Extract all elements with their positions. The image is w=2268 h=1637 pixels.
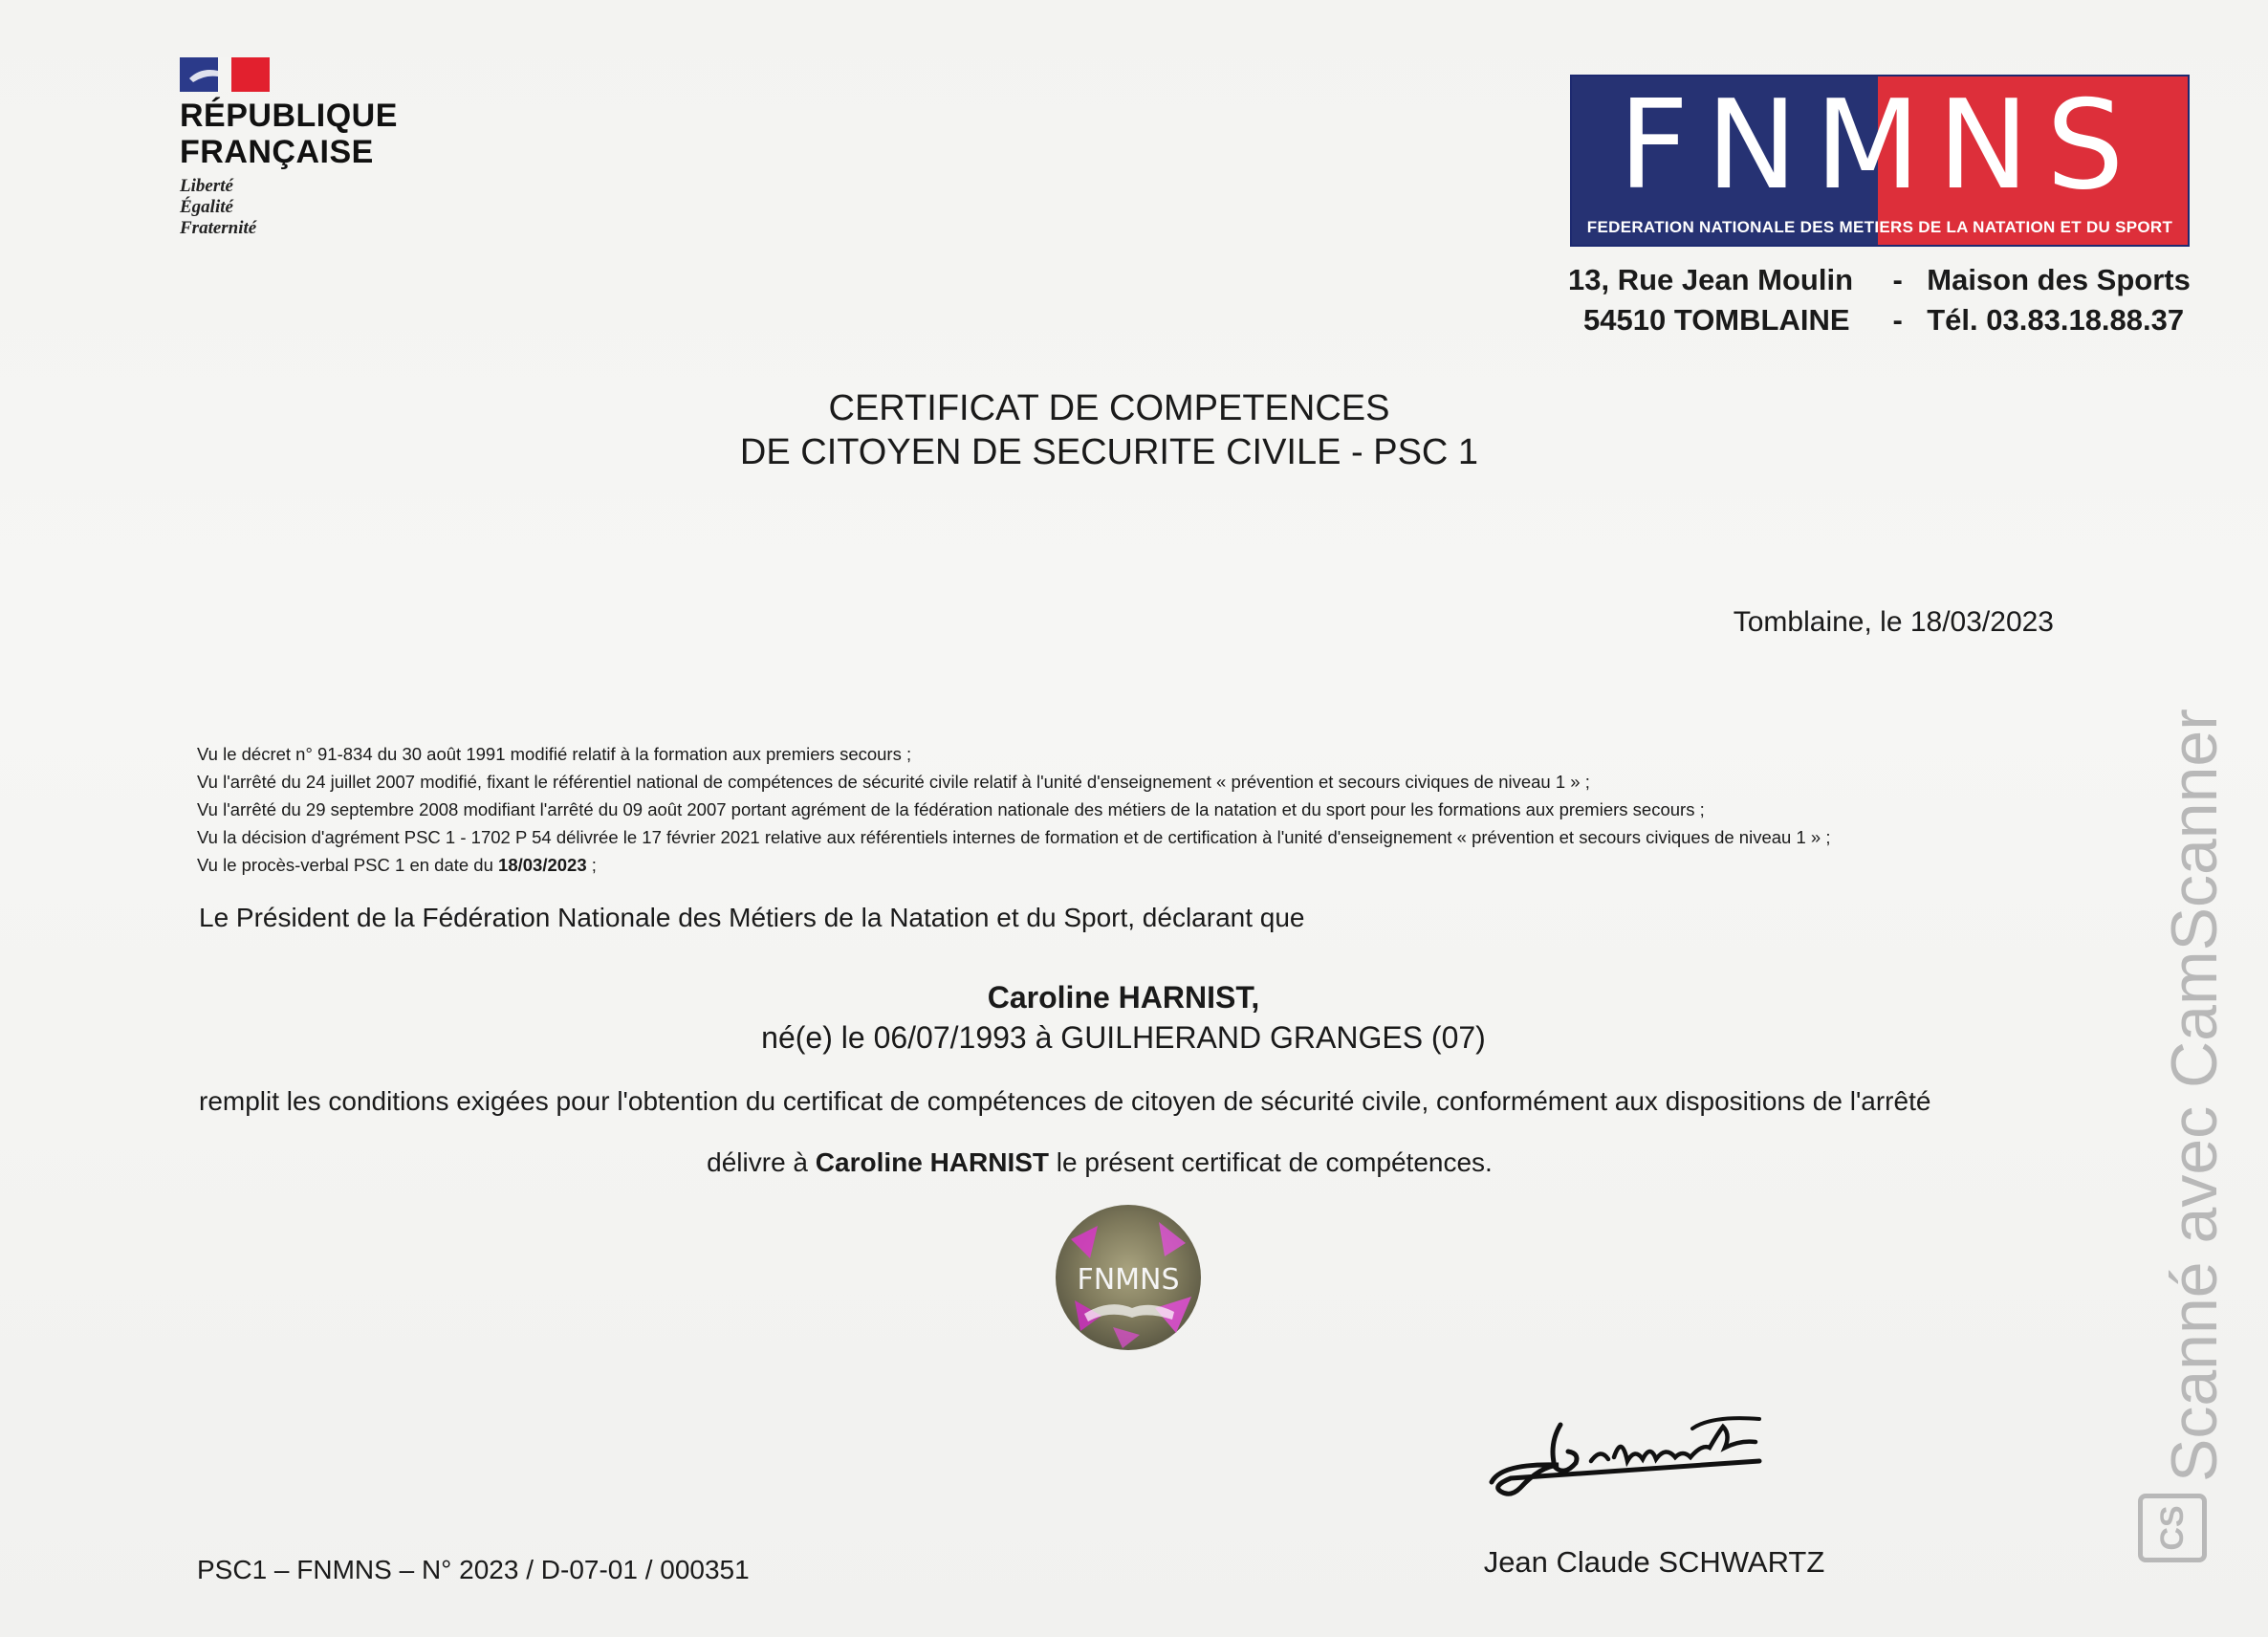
motto-egalite: Égalité <box>180 197 233 217</box>
address-building: Maison des Sports <box>1927 263 2191 296</box>
republique-francaise-logo <box>180 57 428 239</box>
fnmns-logo <box>1570 75 2190 247</box>
delivers-prefix: délivre à <box>707 1147 816 1177</box>
delivers-name: Caroline HARNIST <box>815 1147 1050 1177</box>
legal-line-pv <box>197 851 2071 879</box>
legal-line: Vu l'arrêté du 29 septembre 2008 modifiant l'arrêté du 09 août 2007 portant agrément de la fédération nationale des métiers de la natation et du sport pour les formations aux premiers secours ; <box>197 799 1705 819</box>
fnmns-address <box>1568 260 2190 340</box>
address-phone: Tél. 03.83.18.88.37 <box>1927 303 2185 337</box>
motto-fraternite: Fraternité <box>180 218 257 238</box>
certificate-title <box>669 386 1549 474</box>
french-flag-icon <box>180 57 270 92</box>
title-line2: DE CITOYEN DE SECURITE CIVILE - PSC 1 <box>739 432 1479 472</box>
scanner-watermark <box>2130 709 2235 1520</box>
motto-liberte: Liberté <box>180 176 233 196</box>
legal-line: Vu le décret n° 91-834 du 30 août 1991 modifié relatif à la formation aux premiers secours ; <box>197 744 912 764</box>
fnmns-logo-text: FNMNS <box>1618 75 2142 217</box>
address-street: 13, Rue Jean Moulin <box>1568 263 1854 296</box>
place-date: Tomblaine, le 18/03/2023 <box>1733 606 2054 638</box>
legal-line: Vu l'arrêté du 24 juillet 2007 modifié, fixant le référentiel national de compétences de sécurité civile relatif à l'unité d'enseignement « prévention et secours civiques de niveau 1 » ; <box>197 772 1590 792</box>
certificate-reference: PSC1 – FNMNS – N° 2023 / D-07-01 / 000351 <box>197 1555 750 1584</box>
certificate-holder <box>574 977 1673 1058</box>
fnmns-logo-subtitle: FEDERATION NATIONALE DES METIERS DE LA NATATION ET DU SPORT <box>1586 218 2173 236</box>
delivers-suffix: le présent certificat de compétences. <box>1049 1147 1493 1177</box>
title-line1: CERTIFICAT DE COMPETENCES <box>828 388 1390 428</box>
holder-birth: né(e) le 06/07/1993 à GUILHERAND GRANGES (07) <box>761 1020 1486 1055</box>
declarant-statement: Le Président de la Fédération Nationale des Métiers de la Natation et du Sport, déclarant que <box>199 903 1305 932</box>
legal-references <box>197 740 2071 879</box>
address-separator: - <box>1892 263 1903 296</box>
conditions-statement: remplit les conditions exigées pour l'obtention du certificat de compétences de citoyen de sécurité civile, conformément aux dispositions de l'arrêté <box>199 1086 1931 1116</box>
hologram-seal-icon <box>1052 1201 1205 1354</box>
address-separator: - <box>1892 303 1903 337</box>
hologram-text: FNMNS <box>1077 1263 1180 1297</box>
camscanner-icon: CS <box>2138 1494 2207 1562</box>
signatory-name: Jean Claude SCHWARTZ <box>1483 1545 1825 1579</box>
legal-pv-suffix: ; <box>586 855 597 875</box>
scanner-watermark-text: Scanné avec CamScanner <box>2158 709 2231 1482</box>
delivery-statement <box>478 1147 1721 1178</box>
legal-line: Vu la décision d'agrément PSC 1 - 1702 P 54 délivrée le 17 février 2021 relative aux référentiels internes de formation et de certification à l'unité d'enseignement « prévention et secours civiques de niveau 1 » ; <box>197 827 1831 847</box>
address-city: 54510 TOMBLAINE <box>1583 303 1850 337</box>
signature <box>1472 1406 1798 1511</box>
legal-pv-prefix: Vu le procès-verbal PSC 1 en date du <box>197 855 499 875</box>
republique-line1: RÉPUBLIQUE <box>180 98 398 134</box>
republique-line2: FRANÇAISE <box>180 134 374 170</box>
holder-name: Caroline HARNIST, <box>987 980 1260 1015</box>
legal-pv-date: 18/03/2023 <box>498 855 587 875</box>
